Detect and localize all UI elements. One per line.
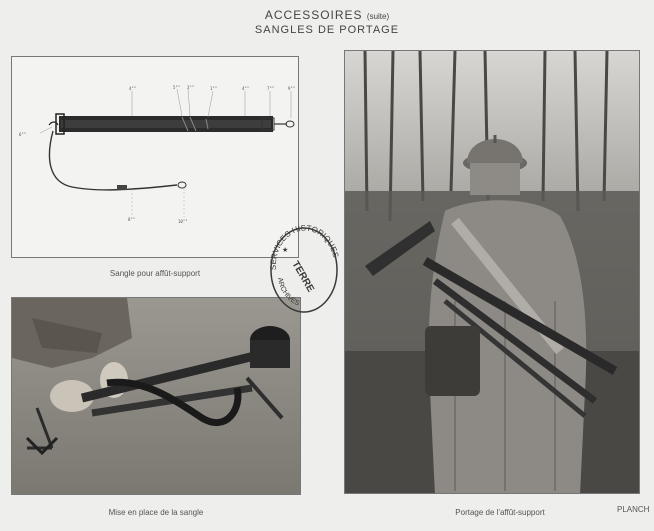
page-title [0,8,654,22]
ref-label: 8"" [128,217,136,222]
stamp-top-text: SERVICES HISTORIQUES [268,223,341,271]
ref-label: 1"" [210,86,218,91]
diagram-caption: Sangle pour affût-support [109,269,201,278]
photo-strap-fitting [11,297,301,495]
ref-label: 3"" [187,85,195,90]
strap-drawing [12,57,299,258]
svg-text:SERVICES HISTORIQUES [269,223,341,270]
stamp-bottom-text: ARCHIVES [275,277,301,308]
ref-label: 10"" [178,219,188,224]
title-main: ACCESSOIRES [264,8,363,22]
photo-soldier-image [345,51,640,494]
stamp-middle-text: TERRE [289,259,316,295]
stamp-seal [266,218,342,318]
ref-label: 9"" [288,86,296,91]
strap-diagram [11,56,299,258]
star-icon: ★ [282,246,289,254]
photo-strap-image [12,298,301,495]
plate-label: PLANCH [617,505,650,514]
title-suffix: (suite) [366,12,390,21]
ref-label: 4"" [242,86,250,91]
strap-fitting-caption: Mise en place de la sangle [108,508,204,517]
archive-stamp [266,218,342,318]
ref-label: 6"" [19,132,27,137]
ref-label: 7"" [267,86,275,91]
soldier-caption: Portage de l'affût-support [455,508,545,517]
photo-soldier-carrying [344,50,640,494]
page-subtitle: SANGLES DE PORTAGE [254,24,400,36]
ref-label: 4"" [129,86,137,91]
ref-label: 5"" [173,85,181,90]
svg-text:ARCHIVES [276,277,301,307]
